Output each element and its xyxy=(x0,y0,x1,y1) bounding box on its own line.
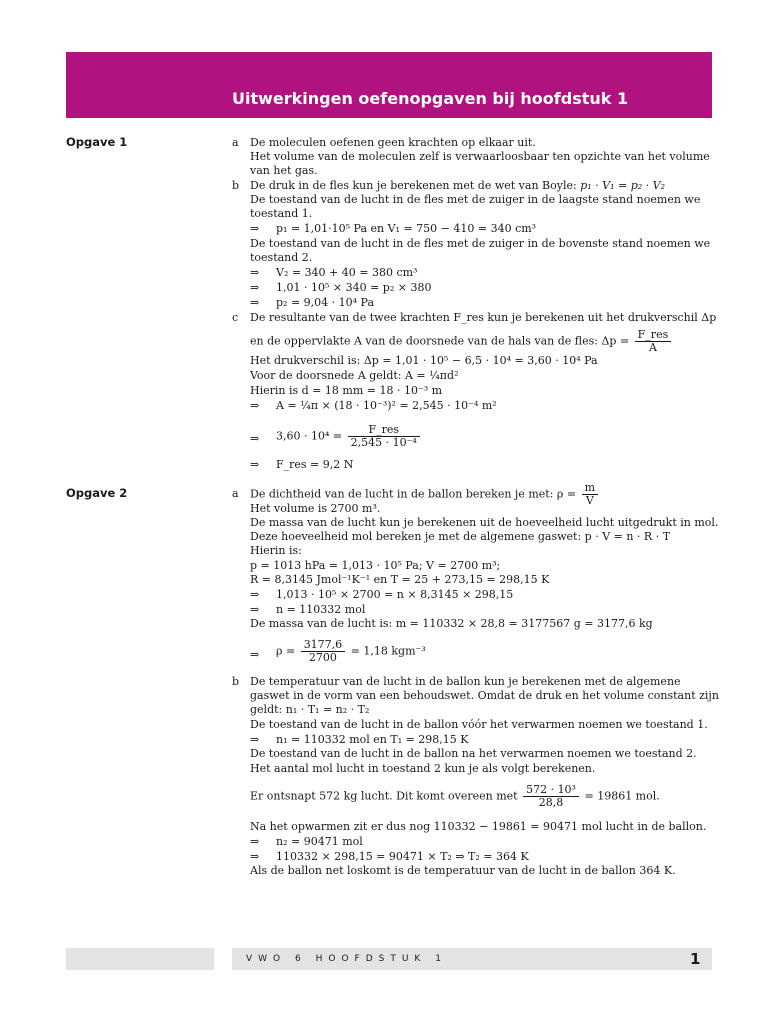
opgave-1-label: Opgave 1 xyxy=(66,135,128,149)
formula-line: A = ¼π × (18 · 10⁻³)² = 2,545 · 10⁻⁴ m² xyxy=(276,399,497,412)
formula-line: 1,013 · 10⁵ × 2700 = n × 8,3145 × 298,15 xyxy=(276,588,514,601)
text-line: R = 8,3145 Jmol⁻¹K⁻¹ en T = 25 + 273,15 = 298,15 K xyxy=(250,573,550,586)
text-line: gaswet in de vorm van een behoudswet. Omdat de druk en het volume constant zijn xyxy=(250,689,719,702)
implies-arrow: ⇒ xyxy=(250,296,260,309)
text-line: toestand 2. xyxy=(250,251,313,264)
implies-arrow: ⇒ xyxy=(250,648,260,661)
implies-arrow: ⇒ xyxy=(250,850,260,863)
implies-arrow: ⇒ xyxy=(250,733,260,746)
opgave-1b-letter: b xyxy=(232,179,240,192)
formula-line: 1,01 · 10⁵ × 340 = p₂ × 380 xyxy=(276,281,432,294)
footer-bar-left xyxy=(66,948,214,970)
fraction: $\frac{m}{V}$ xyxy=(582,482,598,507)
text-line: De massa van de lucht is: m = 110332 × 28,8 = 3177567 g = 3177,6 kg xyxy=(250,617,653,630)
text-line: toestand 1. xyxy=(250,207,313,220)
header-banner xyxy=(66,52,712,118)
text-line: Het aantal mol lucht in toestand 2 kun je als volgt berekenen. xyxy=(250,762,596,775)
text-line: Het drukverschil is: Δp = 1,01 · 10⁵ − 6,5 · 10⁴ = 3,60 · 10⁴ Pa xyxy=(250,354,598,367)
implies-arrow: ⇒ xyxy=(250,281,260,294)
formula-line: ρ = $\frac{3177,6}{2700}$ = 1,18 kgm⁻³ xyxy=(276,638,426,664)
text-line: De resultante van de twee krachten F_res kun je berekenen uit het drukverschil Δp xyxy=(250,311,717,324)
implies-arrow: ⇒ xyxy=(250,603,260,616)
formula-line: p₂ = 9,04 · 10⁴ Pa xyxy=(276,296,375,309)
fraction: $\frac{3177,6}{2700}$ xyxy=(301,639,346,664)
opgave-1c-letter: c xyxy=(232,311,239,324)
implies-arrow: ⇒ xyxy=(250,432,260,445)
implies-arrow: ⇒ xyxy=(250,588,260,601)
text-line: p = 1013 hPa = 1,013 · 10⁵ Pa; V = 2700 m³; xyxy=(250,559,501,572)
formula-line: p₁ = 1,01·10⁵ Pa en V₁ = 750 − 410 = 340 cm³ xyxy=(276,222,537,235)
text-line: Er ontsnapt 572 kg lucht. Dit komt overeen met $\frac{\text{572 · 10³}}{28,8}$ = 19861 mol. xyxy=(250,783,660,809)
text-line: De dichtheid van de lucht in de ballon bereken je met: ρ = $\frac{m}{V}$ xyxy=(250,482,600,507)
text-line: Het volume is 2700 m³. xyxy=(250,502,381,515)
implies-arrow: ⇒ xyxy=(250,266,260,279)
text-line: Deze hoeveelheid mol bereken je met de algemene gaswet: p · V = n · R · T xyxy=(250,530,671,543)
page-number: 1 xyxy=(690,950,701,968)
text-line: geldt: n₁ · T₁ = n₂ · T₂ xyxy=(250,703,370,716)
formula-line: n₁ = 110332 mol en T₁ = 298,15 K xyxy=(276,733,469,746)
text-line: De temperatuur van de lucht in de ballon kun je berekenen met de algemene xyxy=(250,675,681,688)
formula-line: 110332 × 298,15 = 90471 × T₂ ⇒ T₂ = 364 K xyxy=(276,850,529,863)
text-line: De moleculen oefenen geen krachten op elkaar uit. xyxy=(250,136,536,149)
text-line: De toestand van de lucht in de fles met de zuiger in de bovenste stand noemen we xyxy=(250,237,711,250)
text-line: en de oppervlakte A van de doorsnede van de hals van de fles: Δp = $\frac{\text{F\_res}}{A}$ xyxy=(250,329,673,354)
text-line: Hierin is: xyxy=(250,544,302,557)
text-line: Hierin is d = 18 mm = 18 · 10⁻³ m xyxy=(250,384,443,397)
text-line: Als de ballon net loskomt is de temperatuur van de lucht in de ballon 364 K. xyxy=(250,864,676,877)
implies-arrow: ⇒ xyxy=(250,399,260,412)
text-line: De toestand van de lucht in de ballon na het verwarmen noemen we toestand 2. xyxy=(250,747,697,760)
text-line: De massa van de lucht kun je berekenen uit de hoeveelheid lucht uitgedrukt in mol. xyxy=(250,516,719,529)
fraction: $\frac{\text{572 · 10³}}{28,8}$ xyxy=(523,784,579,809)
footer-text: VWO 6 HOOFDSTUK 1 xyxy=(246,954,447,964)
opgave-1a-letter: a xyxy=(232,136,239,149)
fraction: $\frac{\text{F\_res}}{\text{2,545 · 10⁻⁴}}$ xyxy=(348,424,420,449)
opgave-2-label: Opgave 2 xyxy=(66,486,128,500)
text-line: Het volume van de moleculen zelf is verwaarloosbaar ten opzichte van het volume xyxy=(250,150,710,163)
opgave-2b-letter: b xyxy=(232,675,240,688)
formula-line: V₂ = 340 + 40 = 380 cm³ xyxy=(276,266,418,279)
formula-line: F_res = 9,2 N xyxy=(276,458,354,471)
text-line: Voor de doorsnede A geldt: A = ¼πd² xyxy=(250,369,459,382)
formula-line: 3,60 · 10⁴ = $\frac{\text{F\_res}}{\text{2,545 · 10⁻⁴}}$ xyxy=(276,424,422,449)
fraction: $\frac{\text{F\_res}}{A}$ xyxy=(635,329,672,354)
text-line: De druk in de fles kun je berekenen met de wet van Boyle: p₁ · V₁ = p₂ · V₂ xyxy=(250,179,665,192)
implies-arrow: ⇒ xyxy=(250,222,260,235)
implies-arrow: ⇒ xyxy=(250,458,260,471)
implies-arrow: ⇒ xyxy=(250,835,260,848)
formula-line: n = 110332 mol xyxy=(276,603,366,616)
opgave-2a-letter: a xyxy=(232,487,239,500)
page-title: Uitwerkingen oefenopgaven bij hoofdstuk 1 xyxy=(232,89,629,108)
text-line: van het gas. xyxy=(250,164,318,177)
text-line: De toestand van de lucht in de fles met de zuiger in de laagste stand noemen we xyxy=(250,193,701,206)
text-line: De toestand van de lucht in de ballon vóór het verwarmen noemen we toestand 1. xyxy=(250,718,708,731)
text-line: Na het opwarmen zit er dus nog 110332 − 19861 = 90471 mol lucht in de ballon. xyxy=(250,820,707,833)
formula-line: n₂ = 90471 mol xyxy=(276,835,363,848)
